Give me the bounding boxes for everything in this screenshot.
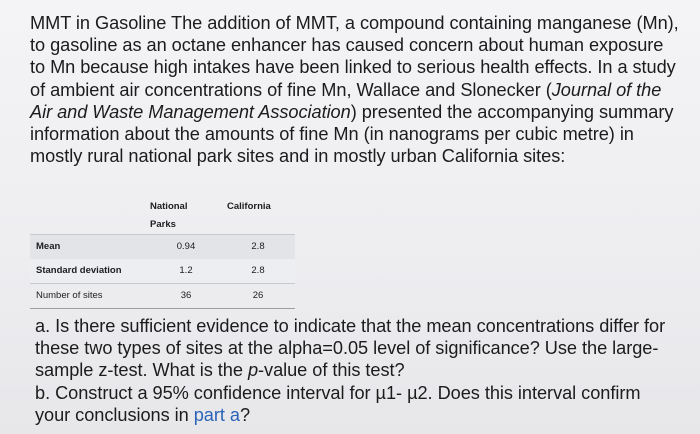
intro-text-part1: MMT in Gasoline The addition of MMT, a compound containing manganese (Mn), to gasoline as an octane enhancer has caused concern about human exposure to Mn because high intakes have been linked to serious health effects. In a study of ambient air concentrations of fine Mn, Wallace and Slonecker (: [30, 13, 679, 100]
problem-questions: [35, 315, 675, 426]
problem-intro: [30, 12, 680, 167]
row-label: Mean: [36, 241, 61, 252]
national-parks-value: 36: [180, 290, 192, 301]
question-a: a. Is there sufficient evidence to indicate that the mean concentrations differ for these two types of sites at the alpha=0.05 level of significance? Use the large-sample z-test. What is the p-value of this test?: [35, 316, 666, 381]
summary-table: [30, 192, 295, 310]
p-italic: p: [247, 360, 259, 381]
journal-title: Journal of the Air and Waste Management Association: [30, 79, 662, 122]
california-value: 2.8: [251, 241, 265, 252]
question-b: b. Construct a 95% confidence interval for µ1- µ2. Does this interval confirm your conclusions in part a?: [35, 382, 641, 425]
row-label: Number of sites: [36, 290, 103, 301]
california-value: 26: [252, 290, 264, 301]
table-row-mean: [30, 234, 295, 260]
national-parks-value: 0.94: [176, 241, 196, 252]
column-header-national-parks: National Parks: [150, 201, 188, 230]
table-row-number-of-sites: [30, 284, 295, 309]
national-parks-value: 1.2: [179, 265, 193, 276]
intro-text-part2: ) presented the accompanying summary information about the amounts of fine Mn (in nanograms per cubic metre) in mostly rural national park sites and in mostly urban California sites:: [30, 101, 674, 167]
column-header-california: California: [227, 201, 271, 212]
part-a-link[interactable]: part a: [193, 404, 240, 425]
table-row-standard-deviation: [30, 259, 295, 284]
row-label: Standard deviation: [36, 265, 122, 276]
california-value: 2.8: [251, 265, 265, 276]
